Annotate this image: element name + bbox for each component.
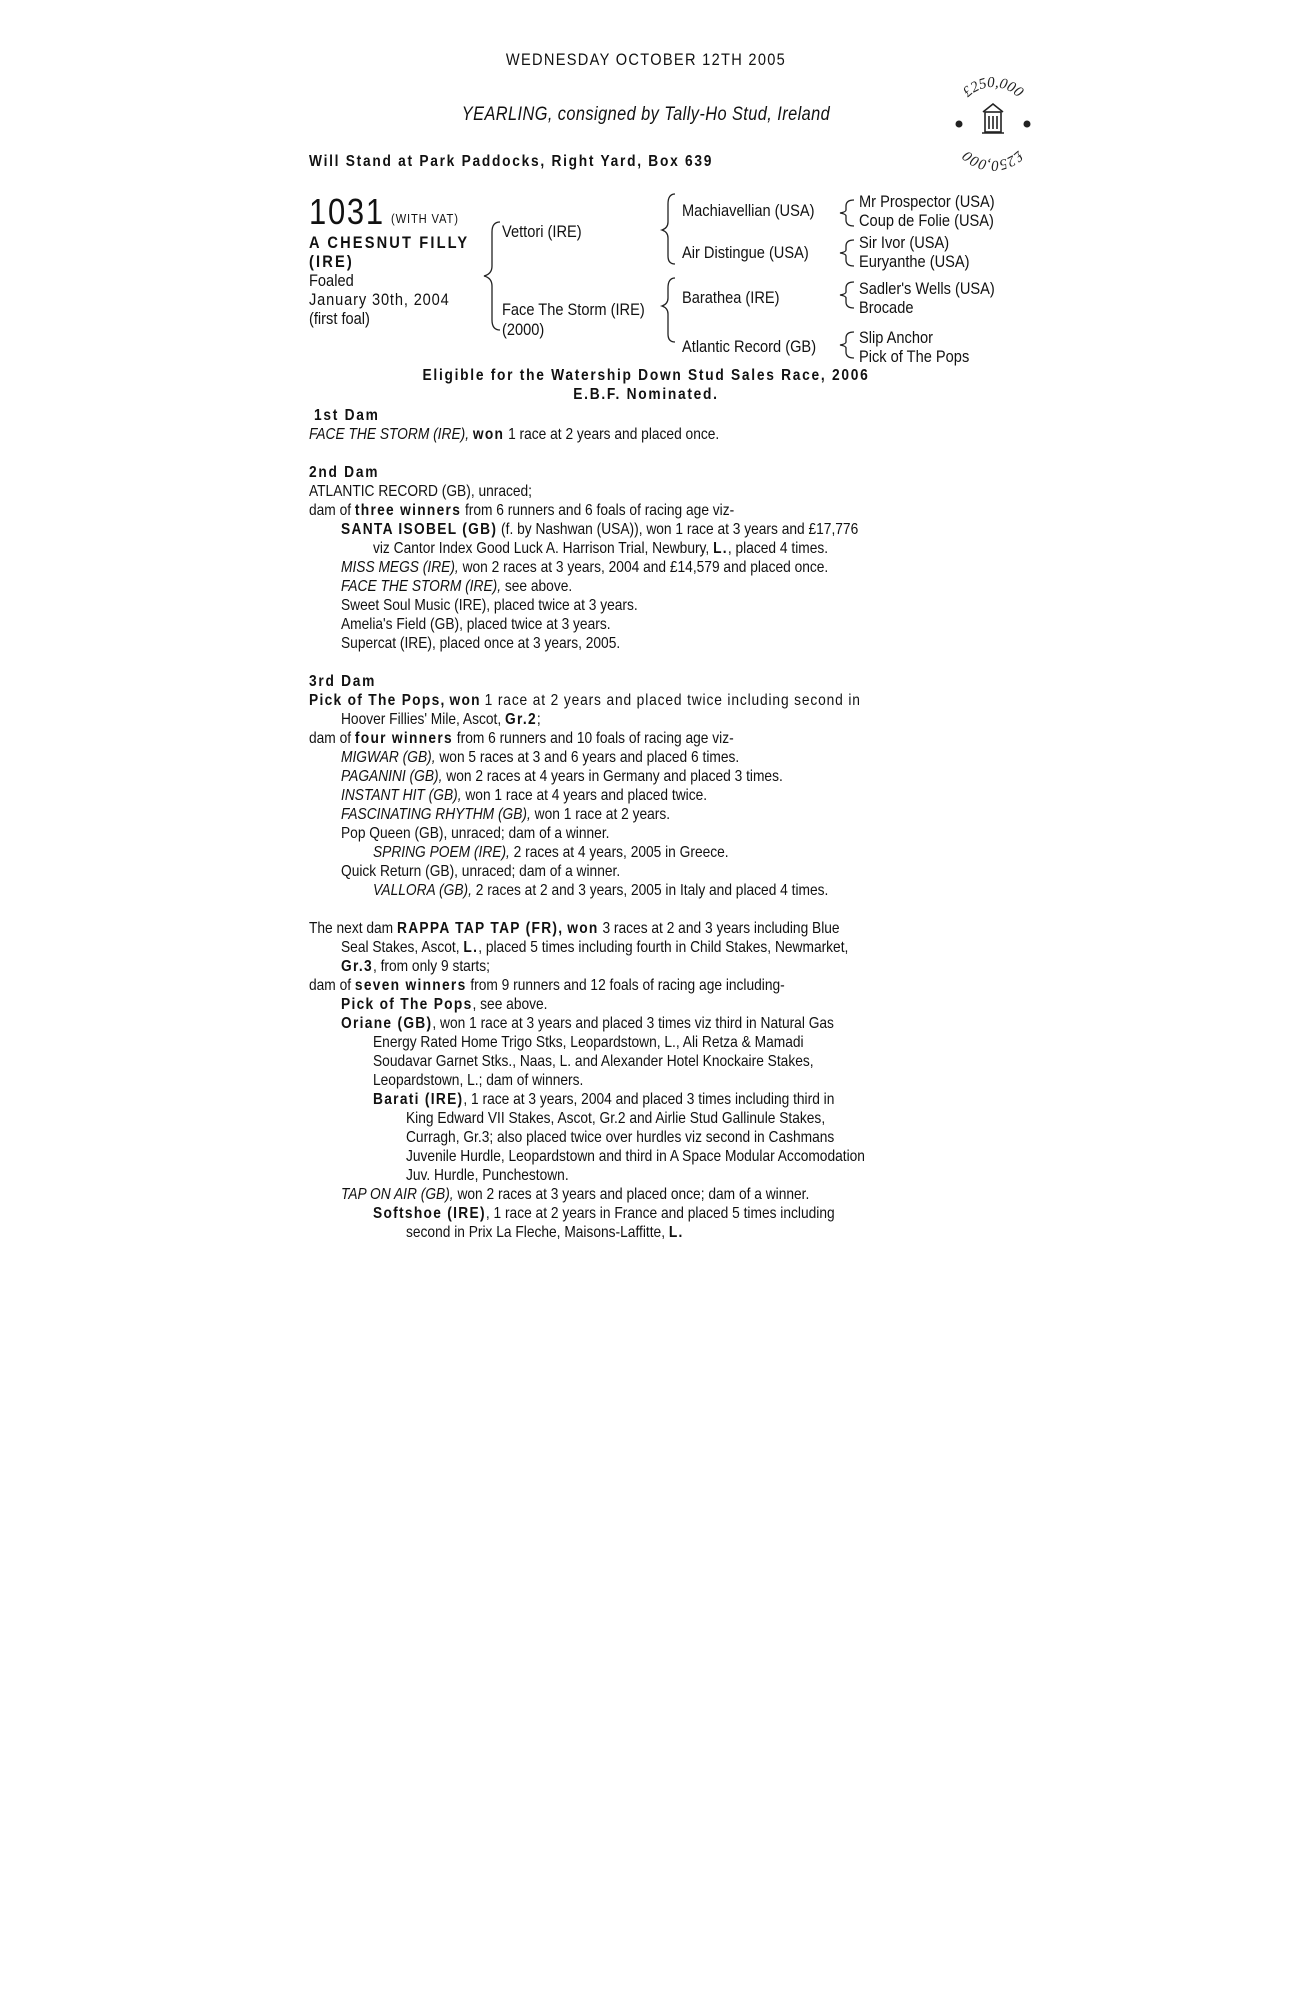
- stand-location: Will Stand at Park Paddocks, Right Yard, Box 639: [309, 153, 714, 170]
- migwar-name: MIGWAR (GB),: [341, 749, 436, 766]
- miss-megs-name: MISS MEGS (IRE),: [341, 559, 459, 576]
- softshoe-name: Softshoe (IRE): [373, 1205, 486, 1222]
- pedigree-brackets: [0, 0, 1290, 400]
- miss-megs-line: [341, 558, 828, 577]
- spring-poem-text: 2 races at 4 years, 2005 in Greece.: [513, 844, 729, 861]
- runners-text: from 6 runners and 6 foals of racing age viz-: [464, 502, 735, 519]
- paganini-text: won 2 races at 4 years in Germany and placed 3 times.: [446, 768, 783, 785]
- paganini-name: PAGANINI (GB),: [341, 768, 443, 785]
- santa-isobel-text2: viz Cantor Index Good Luck A. Harrison Trial, Newbury,: [373, 540, 710, 557]
- oriane-line2: Energy Rated Home Trigo Stks, Leopardstown, L., Ali Retza & Mamadi: [373, 1034, 804, 1051]
- rappa-name: RAPPA TAP TAP (FR),: [396, 920, 564, 937]
- spring-poem-name: SPRING POEM (IRE),: [373, 844, 510, 861]
- next-dam-intro: The next dam: [309, 920, 394, 937]
- dam-of-label: dam of: [309, 730, 352, 747]
- face-storm-text: see above.: [504, 578, 573, 595]
- santa-isobel-line2: [373, 539, 828, 558]
- lot-origin: (IRE): [309, 252, 354, 271]
- vallora-text: 2 races at 2 and 3 years, 2005 in Italy and placed 4 times.: [475, 882, 829, 899]
- consignment-line: YEARLING, consigned by Tally-Ho Stud, Ireland: [461, 104, 831, 125]
- dam: Face The Storm (IRE): [502, 300, 645, 319]
- pick-of-the-pops-line1: [309, 691, 861, 710]
- first-dam-won: won: [472, 426, 505, 443]
- eligibility-line: Eligible for the Watership Down Stud Sales Race, 2006: [422, 367, 870, 384]
- ssd: Coup de Folie (USA): [859, 211, 994, 230]
- oriane-line1: [341, 1014, 834, 1033]
- foaled-label: Foaled: [309, 271, 354, 290]
- pick-text3: ;: [536, 711, 541, 728]
- fascinating-rhythm-text: won 1 race at 2 years.: [534, 806, 671, 823]
- rappa-line3: [341, 957, 490, 976]
- dsd: Brocade: [859, 298, 914, 317]
- quick-return-line: Quick Return (GB), unraced; dam of a winner.: [341, 863, 621, 880]
- santa-isobel-text3: , placed 4 times.: [727, 540, 829, 557]
- rappa-text1: 3 races at 2 and 3 years including Blue: [602, 920, 840, 937]
- first-dam-text: 1 race at 2 years and placed once.: [508, 426, 720, 443]
- second-dam-produce: [309, 501, 734, 520]
- sire-dam: Air Distingue (USA): [682, 243, 809, 262]
- sire-sire: Machiavellian (USA): [682, 201, 815, 220]
- dds: Slip Anchor: [859, 328, 933, 347]
- rappa-grade: Gr.3: [341, 958, 373, 975]
- barati-line1: [373, 1090, 834, 1109]
- supercat-line: Supercat (IRE), placed once at 3 years, 2005.: [341, 635, 621, 652]
- tap-on-air-line: [341, 1185, 809, 1204]
- barati-line5: Juv. Hurdle, Punchestown.: [406, 1167, 569, 1184]
- foaled-date: January 30th, 2004: [309, 290, 450, 309]
- softshoe-line2: [406, 1223, 684, 1242]
- next-dam-produce: [309, 976, 785, 995]
- migwar-line: [341, 748, 739, 767]
- runners-text: from 9 runners and 12 foals of racing age including-: [470, 977, 785, 994]
- softshoe-text1: , 1 race at 2 years in France and placed 5 times including: [485, 1205, 835, 1222]
- stamp-text-top: £250,000: [959, 74, 1027, 101]
- barati-text1: , 1 race at 3 years, 2004 and placed 3 times including third in: [463, 1091, 835, 1108]
- first-dam-name: FACE THE STORM (IRE),: [309, 426, 470, 443]
- pick-text1: 1 race at 2 years and placed twice including second in: [484, 692, 861, 709]
- dam-of-label: dam of: [309, 502, 352, 519]
- dam-sire: Barathea (IRE): [682, 288, 780, 307]
- pick-see-above-line: [341, 995, 547, 1014]
- barati-line3: Curragh, Gr.3; also placed twice over hurdles viz second in Cashmans: [406, 1129, 835, 1146]
- third-dam-heading: 3rd Dam: [309, 673, 377, 690]
- listed-mark: L.: [668, 1224, 684, 1241]
- pick-see-above: , see above.: [472, 996, 548, 1013]
- softshoe-text2: second in Prix La Fleche, Maisons-Laffitte,: [406, 1224, 666, 1241]
- dss: Sadler's Wells (USA): [859, 279, 995, 298]
- barati-line4: Juvenile Hurdle, Leopardstown and third in A Space Modular Accomodation: [406, 1148, 865, 1165]
- second-dam-heading: 2nd Dam: [309, 464, 380, 481]
- pick-name: Pick of The Pops: [341, 996, 473, 1013]
- miss-megs-text: won 2 races at 3 years, 2004 and £14,579 and placed once.: [462, 559, 829, 576]
- lot-number: 1031: [309, 191, 385, 232]
- instant-hit-name: INSTANT HIT (GB),: [341, 787, 462, 804]
- instant-hit-line: [341, 786, 707, 805]
- oriane-line4: Leopardstown, L.; dam of winners.: [373, 1072, 584, 1089]
- pop-queen-line: Pop Queen (GB), unraced; dam of a winner.: [341, 825, 610, 842]
- rappa-text2: Seal Stakes, Ascot,: [341, 939, 460, 956]
- tap-on-air-text: won 2 races at 3 years and placed once; dam of a winner.: [457, 1186, 810, 1203]
- winners-count: three winners: [354, 502, 462, 519]
- spring-poem-line: [373, 843, 729, 862]
- pick-of-the-pops-line2: [341, 710, 541, 729]
- second-dam-line1: ATLANTIC RECORD (GB), unraced;: [309, 483, 533, 500]
- sire: Vettori (IRE): [502, 222, 582, 241]
- rappa-text4: , from only 9 starts;: [372, 958, 490, 975]
- stamp-text-bottom: £250,000: [959, 147, 1027, 174]
- rappa-line1: [309, 919, 840, 938]
- instant-hit-text: won 1 race at 4 years and placed twice.: [465, 787, 708, 804]
- paganini-line: [341, 767, 783, 786]
- vallora-line: [373, 881, 828, 900]
- ebf-line: E.B.F. Nominated.: [573, 386, 719, 403]
- santa-isobel-text1: (f. by Nashwan (USA)), won 1 race at 3 years and £17,776: [501, 521, 859, 538]
- listed-mark: L.: [713, 540, 728, 557]
- foal-note: (first foal): [309, 309, 370, 328]
- sds: Sir Ivor (USA): [859, 233, 950, 252]
- tap-on-air-name: TAP ON AIR (GB),: [341, 1186, 454, 1203]
- rappa-won: won: [567, 920, 599, 937]
- pick-won: won: [449, 692, 481, 709]
- ddd: Pick of The Pops: [859, 347, 970, 366]
- oriane-name: Oriane (GB): [341, 1015, 433, 1032]
- pick-grade: Gr.2: [504, 711, 537, 728]
- sale-date: WEDNESDAY OCTOBER 12TH 2005: [505, 50, 787, 69]
- dam-dam: Atlantic Record (GB): [682, 337, 817, 356]
- dam-year: (2000): [502, 320, 545, 339]
- face-storm-line: [341, 577, 572, 596]
- vallora-name: VALLORA (GB),: [373, 882, 472, 899]
- fascinating-rhythm-line: [341, 805, 670, 824]
- dam-of-label: dam of: [309, 977, 352, 994]
- sdd: Euryanthe (USA): [859, 252, 970, 271]
- santa-isobel-name: SANTA ISOBEL (GB): [341, 521, 498, 538]
- pick-name: Pick of The Pops,: [309, 692, 446, 709]
- sweet-soul-line: Sweet Soul Music (IRE), placed twice at 3 years.: [341, 597, 638, 614]
- migwar-text: won 5 races at 3 and 6 years and placed 6 times.: [439, 749, 740, 766]
- santa-isobel-line1: [341, 520, 858, 539]
- barati-line2: King Edward VII Stakes, Ascot, Gr.2 and Airlie Stud Gallinule Stakes,: [406, 1110, 826, 1127]
- amelias-field-line: Amelia's Field (GB), placed twice at 3 years.: [341, 616, 611, 633]
- fascinating-rhythm-name: FASCINATING RHYTHM (GB),: [341, 806, 531, 823]
- listed-mark: L.: [463, 939, 479, 956]
- runners-text: from 6 runners and 10 foals of racing age viz-: [456, 730, 734, 747]
- vat-label: (WITH VAT): [391, 211, 459, 226]
- rappa-line2: [341, 938, 848, 957]
- first-dam-heading: 1st Dam: [314, 407, 380, 424]
- pick-text2: Hoover Fillies' Mile, Ascot,: [341, 711, 502, 728]
- oriane-text1: , won 1 race at 3 years and placed 3 times viz third in Natural Gas: [432, 1015, 834, 1032]
- first-dam-line: [309, 425, 719, 444]
- winners-count: four winners: [354, 730, 453, 747]
- sss: Mr Prospector (USA): [859, 192, 995, 211]
- softshoe-line1: [373, 1204, 835, 1223]
- face-storm-name: FACE THE STORM (IRE),: [341, 578, 502, 595]
- rappa-text3: , placed 5 times including fourth in Child Stakes, Newmarket,: [478, 939, 849, 956]
- barati-name: Barati (IRE): [373, 1091, 464, 1108]
- winners-count: seven winners: [354, 977, 467, 994]
- lot-description: A CHESNUT FILLY: [309, 233, 470, 252]
- third-dam-produce: [309, 729, 734, 748]
- oriane-line3: Soudavar Garnet Stks., Naas, L. and Alexander Hotel Knockaire Stakes,: [373, 1053, 814, 1070]
